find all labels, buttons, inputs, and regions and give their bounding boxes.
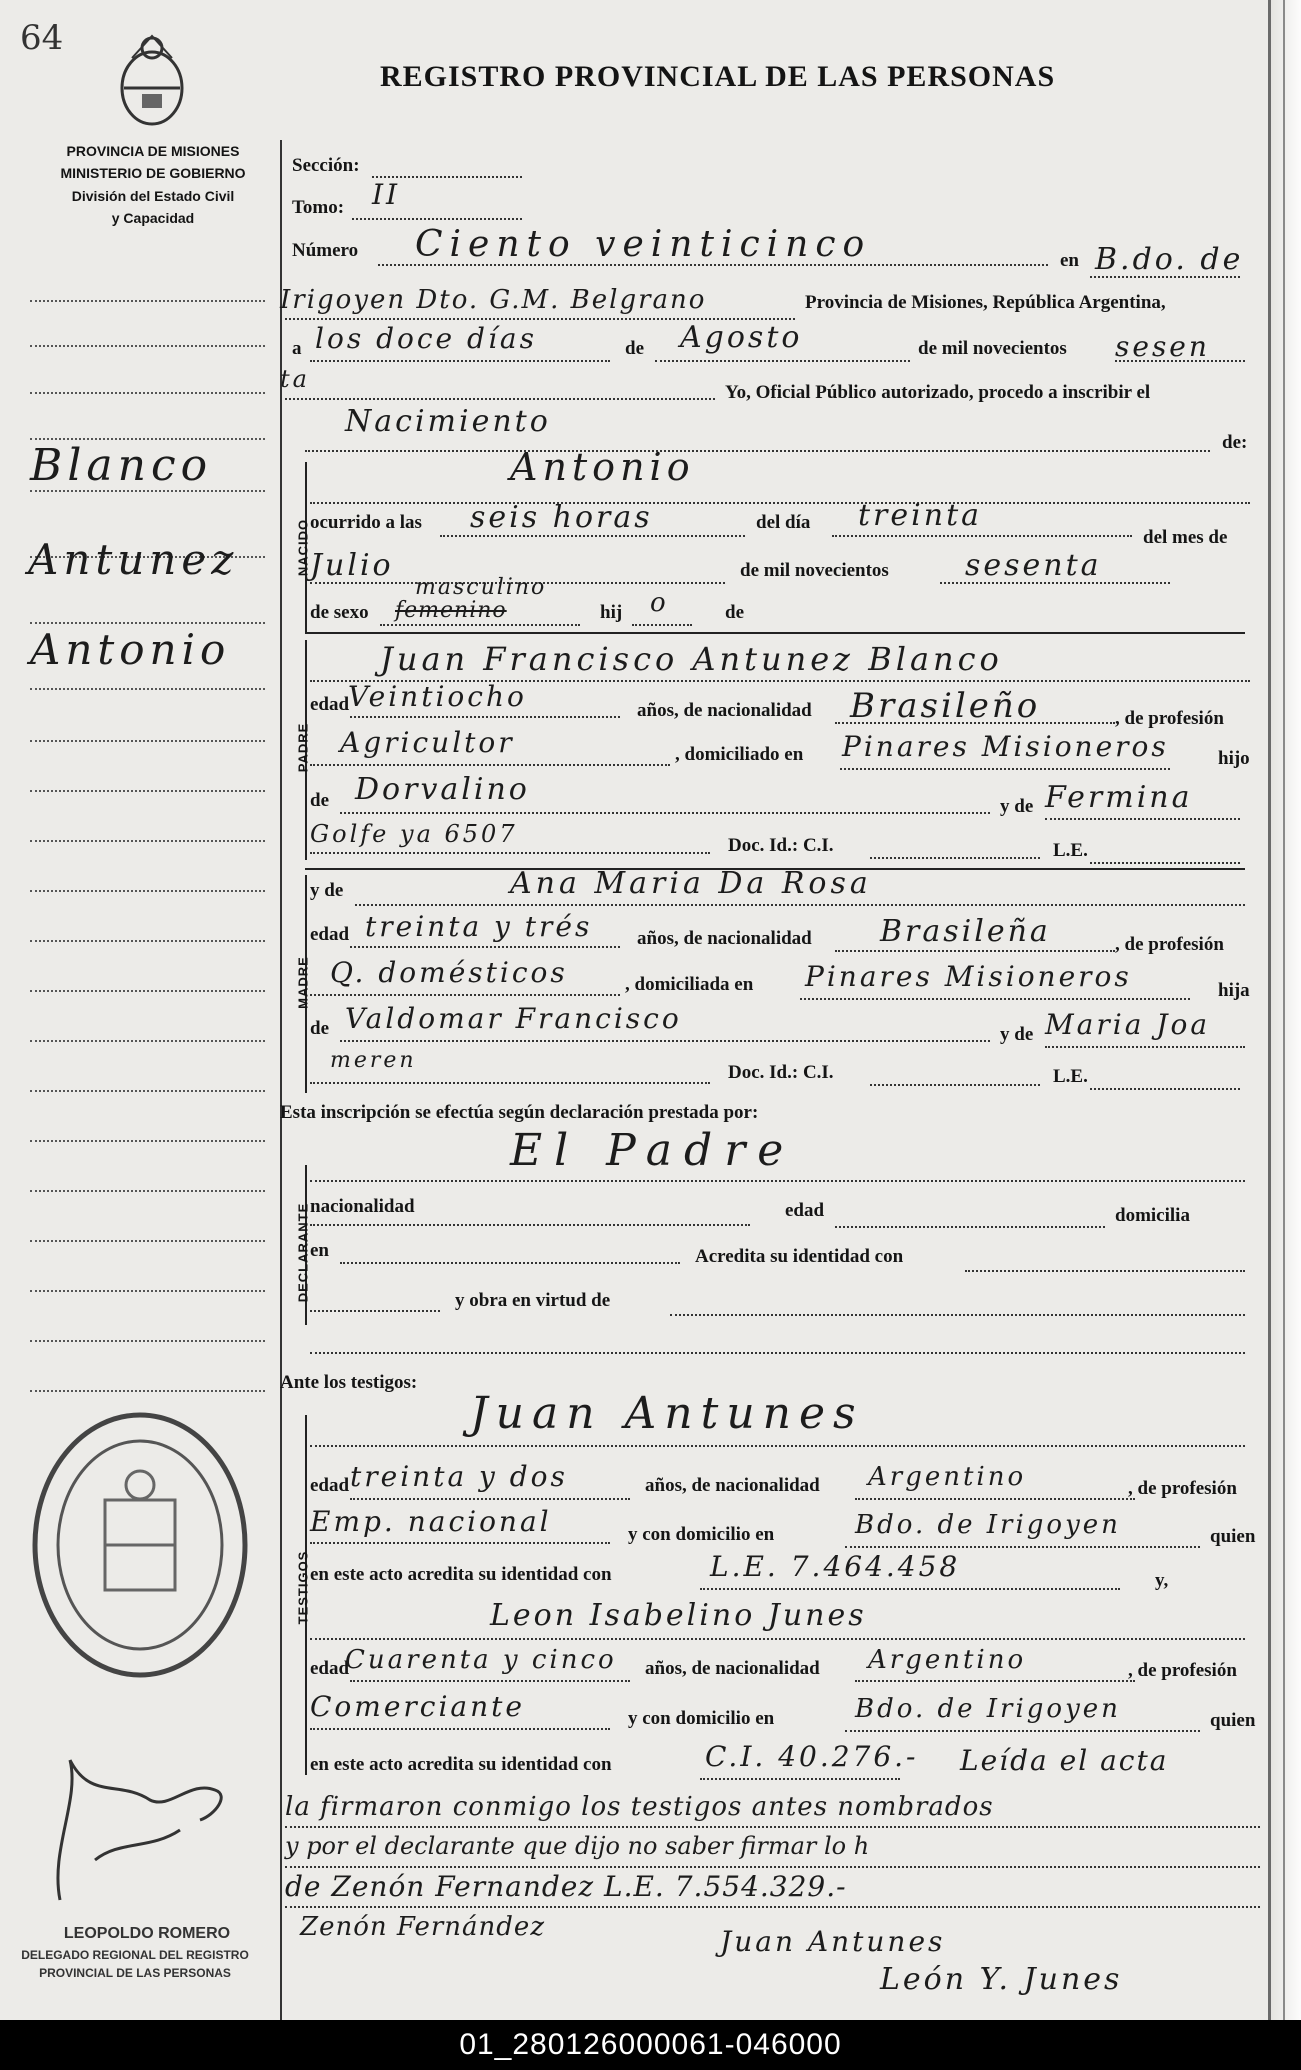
section-testigos: TESTIGOS [295, 1550, 311, 1625]
official-title-2: PROVINCIAL DE LAS PERSONAS [39, 1966, 231, 1980]
label-padre-hijo: hijo [1218, 748, 1250, 769]
label-madre-doc: Doc. Id.: C.I. [728, 1062, 834, 1083]
label-decl-dom: domicilia [1115, 1205, 1190, 1226]
label-t2-edad: edad [310, 1658, 350, 1679]
madre-hija-de: Valdomar Francisco [345, 1002, 682, 1035]
label-de-mil-1: de mil novecientos [918, 338, 1067, 359]
margin-name-1: Blanco [30, 440, 213, 491]
label-a: a [292, 338, 302, 359]
margin-name-3: Antonio [30, 625, 231, 674]
padre-edad: Veintiocho [348, 680, 527, 713]
label-t2-acredita: en este acto acredita su identidad con [310, 1754, 612, 1775]
label-del-dia: del día [756, 512, 811, 533]
label-decl-edad: edad [785, 1200, 825, 1221]
madre-nacionalidad: Brasileña [880, 914, 1051, 949]
padre-y-de: Fermina [1045, 780, 1193, 815]
label-t2-prof: , de profesión [1128, 1660, 1237, 1681]
label-decl-obra: y obra en virtud de [455, 1290, 611, 1311]
label-padre-nac: años, de nacionalidad [637, 700, 812, 721]
section-nacido: NACIDO [295, 518, 311, 577]
label-t1-acredita: en este acto acredita su identidad con [310, 1564, 612, 1585]
label-decl-acredita: Acredita su identidad con [695, 1246, 904, 1267]
field-sexo: masculino [415, 575, 547, 600]
testigo-2-documento: C.I. 40.276.- [705, 1740, 919, 1773]
label-t1-prof: , de profesión [1128, 1478, 1237, 1499]
label-de-1: de [625, 338, 644, 359]
label-t1-dom: y con domicilio en [628, 1524, 775, 1545]
madre-edad: treinta y trés [365, 910, 593, 943]
field-anio-2: ta [280, 365, 310, 393]
madre-profesion: Q. domésticos [330, 956, 568, 989]
testigo-2-edad: Cuarenta y cinco [345, 1645, 617, 1675]
label-madre-hija: hija [1218, 980, 1250, 1001]
label-decl-nac: nacionalidad [310, 1196, 415, 1217]
label-padre-dom: , domiciliado en [675, 744, 804, 765]
declarante-nombre: El Padre [510, 1125, 796, 1176]
label-madre-dom: , domiciliada en [625, 974, 754, 995]
padre-hijo-de: Dorvalino [355, 772, 530, 807]
field-mes: Agosto [680, 320, 803, 355]
office-line-4: y Capacidad [111, 210, 195, 226]
footer-image-id: 01_280126000061-046000 [0, 2020, 1301, 2070]
label-ocurrido: ocurrido a las [310, 512, 422, 533]
testigo-2-profesion: Comerciante [310, 1690, 525, 1723]
padre-domicilio: Pinares Misioneros [842, 730, 1169, 763]
madre-y-de: Maria Joa [1045, 1008, 1211, 1041]
label-de-colon: de: [1222, 432, 1248, 453]
label-inscripcion: Esta inscripción se efectúa según declaración prestada por: [280, 1102, 759, 1123]
label-en: en [1060, 250, 1079, 271]
official-signature [40, 1740, 250, 1920]
label-padre-de: de [310, 790, 329, 811]
field-tomo: II [372, 178, 401, 211]
page-number: 64 [20, 18, 64, 58]
official-title-1: DELEGADO REGIONAL DEL REGISTRO [21, 1948, 249, 1962]
field-numero: Ciento veinticinco [415, 224, 872, 265]
label-padre-le: L.E. [1053, 840, 1088, 861]
label-padre-prof: , de profesión [1115, 708, 1224, 729]
label-padre-y-de: y de [1000, 796, 1034, 817]
label-provincia: Provincia de Misiones, República Argentina, [805, 292, 1166, 313]
field-dia-nac: treinta [858, 498, 983, 533]
label-madre-edad: edad [310, 924, 350, 945]
official-seal-icon [25, 1405, 255, 1685]
official-name: LEOPOLDO ROMERO [63, 1925, 231, 1942]
label-madre-prof: , de profesión [1115, 934, 1224, 955]
label-decl-en: en [310, 1240, 329, 1261]
field-hij: o [650, 588, 669, 618]
label-t1-edad: edad [310, 1475, 350, 1496]
office-line-2: MINISTERIO DE GOBIERNO [60, 165, 246, 181]
field-anio-1: sesen [1115, 330, 1210, 363]
field-hora: seis horas [470, 500, 653, 535]
label-yo-oficial: Yo, Oficial Público autorizado, procedo a inscribir el [725, 382, 1151, 403]
label-t2-quien: quien [1210, 1710, 1256, 1731]
testigo-1-documento: L.E. 7.464.458 [710, 1550, 961, 1583]
page-title: REGISTRO PROVINCIAL DE LAS PERSONAS [380, 60, 1056, 93]
label-padre-edad: edad [310, 694, 350, 715]
testigo-1-nacionalidad: Argentino [868, 1462, 1027, 1492]
label-de-sexo: de sexo [310, 602, 369, 623]
field-lugar-1: B.do. de [1095, 242, 1244, 277]
madre-nombre: Ana Maria Da Rosa [510, 866, 872, 901]
testigo-2-nacionalidad: Argentino [868, 1645, 1027, 1675]
padre-nacionalidad: Brasileño [850, 686, 1041, 726]
padre-profesion: Agricultor [340, 726, 515, 759]
field-dia: los doce días [315, 322, 537, 355]
office-line-3: División del Estado Civil [71, 188, 235, 204]
label-t2-dom: y con domicilio en [628, 1708, 775, 1729]
label-hij: hij [600, 602, 623, 623]
signature-leon: León Y. Junes [880, 1962, 1123, 1997]
section-declarante: DECLARANTE [295, 1202, 311, 1303]
label-tomo: Tomo: [292, 197, 345, 218]
closing-line-3: de Zenón Fernandez L.E. 7.554.329.- [285, 1870, 847, 1903]
testigo-1-nombre: Juan Antunes [470, 1388, 864, 1439]
testigo-1-edad: treinta y dos [350, 1460, 568, 1493]
label-madre-y-de-intro: y de [310, 880, 344, 901]
label-padre-doc: Doc. Id.: C.I. [728, 835, 834, 856]
label-madre-y-de: y de [1000, 1024, 1034, 1045]
label-de-hij: de [725, 602, 744, 623]
madre-domicilio: Pinares Misioneros [805, 960, 1132, 993]
field-nombre: Antonio [510, 445, 695, 489]
field-mes-nac: Julio [310, 548, 394, 583]
section-padre: PADRE [295, 722, 311, 773]
label-t1-y: y, [1155, 1570, 1169, 1591]
label-t1-nac: años, de nacionalidad [645, 1475, 820, 1496]
office-line-1: PROVINCIA DE MISIONES [66, 143, 240, 159]
label-madre-de: de [310, 1018, 329, 1039]
margin-name-2: Antunez [28, 535, 239, 584]
field-sexo-tachado: femenino [395, 598, 507, 623]
coat-of-arms-icon [112, 28, 192, 128]
signature-zenon: Zenón Fernández [300, 1912, 546, 1942]
testigo-2-nombre: Leon Isabelino Junes [490, 1598, 867, 1633]
label-de-mil-2: de mil novecientos [740, 560, 889, 581]
closing-line-2: y por el declarante que dijo no saber firmar lo h [285, 1832, 870, 1860]
label-seccion: Sección: [292, 155, 360, 176]
label-madre-le: L.E. [1053, 1066, 1088, 1087]
padre-nombre: Juan Francisco Antunez Blanco [380, 640, 1003, 678]
label-del-mes: del mes de [1143, 527, 1228, 548]
madre-y-de-2: meren [330, 1048, 417, 1073]
testigo-1-profesion: Emp. nacional [310, 1505, 552, 1538]
testigo-1-domicilio: Bdo. de Irigoyen [855, 1510, 1121, 1540]
padre-y-de-2: Golfe ya 6507 [310, 820, 518, 848]
field-lugar-2: Irigoyen Dto. G.M. Belgrano [280, 285, 707, 315]
label-ante-testigos: Ante los testigos: [280, 1372, 418, 1393]
label-numero: Número [292, 240, 359, 261]
label-t1-quien: quien [1210, 1526, 1256, 1547]
signature-juan: Juan Antunes [720, 1925, 946, 1958]
field-acto: Nacimiento [345, 404, 551, 439]
section-madre: MADRE [295, 956, 311, 1009]
label-t2-nac: años, de nacionalidad [645, 1658, 820, 1679]
label-madre-nac: años, de nacionalidad [637, 928, 812, 949]
closing-line-1: la firmaron conmigo los testigos antes nombrados [285, 1792, 994, 1822]
closing-line-0: Leída el acta [960, 1744, 1169, 1777]
field-anio-nac: sesenta [965, 548, 1102, 583]
testigo-2-domicilio: Bdo. de Irigoyen [855, 1694, 1121, 1724]
